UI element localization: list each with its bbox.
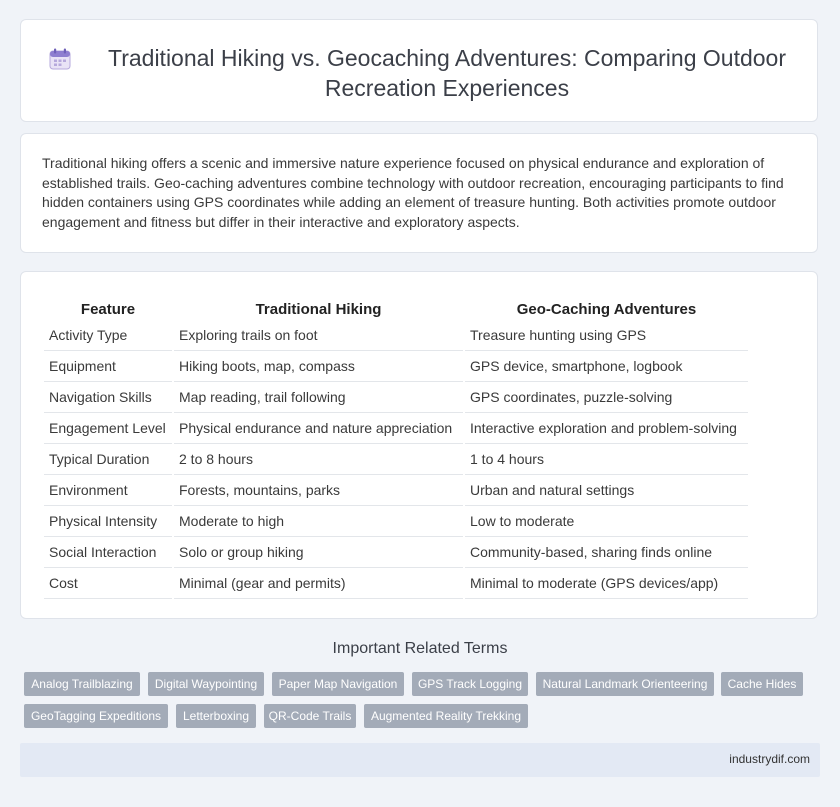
table-cell: Hiking boots, map, compass: [174, 351, 463, 382]
table-cell: 2 to 8 hours: [174, 444, 463, 475]
tag-qr-code-trails[interactable]: QR-Code Trails: [264, 704, 356, 728]
table-cell: 1 to 4 hours: [465, 444, 748, 475]
header-feature: Feature: [80, 300, 136, 318]
table-cell: GPS device, smartphone, logbook: [465, 351, 748, 382]
tag-letterboxing[interactable]: Letterboxing: [176, 704, 256, 728]
table-header-row: [44, 295, 748, 320]
table-cell: Physical endurance and nature appreciation: [174, 413, 463, 444]
comparison-table: [42, 295, 750, 599]
footer-bar: [20, 743, 820, 777]
table-row: [44, 506, 748, 537]
tag-paper-map-navigation[interactable]: Paper Map Navigation: [272, 672, 404, 696]
table-row: [44, 413, 748, 444]
table-row: [44, 475, 748, 506]
table-cell: Minimal to moderate (GPS devices/app): [465, 568, 748, 599]
table-cell: Engagement Level: [44, 413, 172, 444]
header-geo-caching: Geo-Caching Adventures: [516, 300, 697, 318]
table-cell: Cost: [44, 568, 172, 599]
table-cell: Minimal (gear and permits): [174, 568, 463, 599]
table-cell: Interactive exploration and problem-solving: [465, 413, 748, 444]
table-cell: Navigation Skills: [44, 382, 172, 413]
comparison-card: [20, 271, 818, 619]
table-row: [44, 351, 748, 382]
table-row: [44, 444, 748, 475]
calendar-icon: [48, 47, 72, 71]
tag-gps-track-logging[interactable]: GPS Track Logging: [412, 672, 528, 696]
related-terms-heading: Important Related Terms: [332, 640, 508, 657]
table-row: [44, 537, 748, 568]
table-cell: Moderate to high: [174, 506, 463, 537]
tag-analog-trailblazing[interactable]: Analog Trailblazing: [24, 672, 140, 696]
table-cell: Exploring trails on foot: [174, 320, 463, 351]
table-cell: Social Interaction: [44, 537, 172, 568]
intro-card: [20, 133, 818, 253]
table-cell: Community-based, sharing finds online: [465, 537, 748, 568]
header-traditional-hiking: Traditional Hiking: [255, 300, 382, 318]
page-title: Traditional Hiking vs. Geocaching Adventures: Comparing Outdoor Recreation Experiences: [108, 45, 786, 101]
table-cell: Low to moderate: [465, 506, 748, 537]
table-cell: GPS coordinates, puzzle-solving: [465, 382, 748, 413]
table-cell: Treasure hunting using GPS: [465, 320, 748, 351]
intro-paragraph: Traditional hiking offers a scenic and immersive nature experience focused on physical endurance and exploration of established trails. Geo-caching adventures combine technology with outdoor recreation, encouraging participants to find hidden containers using GPS coordinates while adding an element of treasure hunting. Both activities promote outdoor engagement and fitness but differ in their interactive and exploratory aspects.: [42, 155, 784, 230]
tag-digital-waypointing[interactable]: Digital Waypointing: [148, 672, 264, 696]
tag-natural-landmark-orienteering[interactable]: Natural Landmark Orienteering: [536, 672, 714, 696]
table-cell: Equipment: [44, 351, 172, 382]
tag-augmented-reality-trekking[interactable]: Augmented Reality Trekking: [364, 704, 528, 728]
tag-geotagging-expeditions[interactable]: GeoTagging Expeditions: [24, 704, 168, 728]
table-cell: Typical Duration: [44, 444, 172, 475]
table-row: [44, 568, 748, 599]
table-cell: Forests, mountains, parks: [174, 475, 463, 506]
table-row: [44, 382, 748, 413]
tag-cache-hides[interactable]: Cache Hides: [721, 672, 803, 696]
table-cell: Activity Type: [44, 320, 172, 351]
table-cell: Environment: [44, 475, 172, 506]
table-cell: Map reading, trail following: [174, 382, 463, 413]
table-cell: Solo or group hiking: [174, 537, 463, 568]
title-card: [20, 19, 818, 122]
footer-site-link[interactable]: industrydif.com: [729, 752, 810, 766]
table-cell: Physical Intensity: [44, 506, 172, 537]
table-row: [44, 320, 748, 351]
table-cell: Urban and natural settings: [465, 475, 748, 506]
